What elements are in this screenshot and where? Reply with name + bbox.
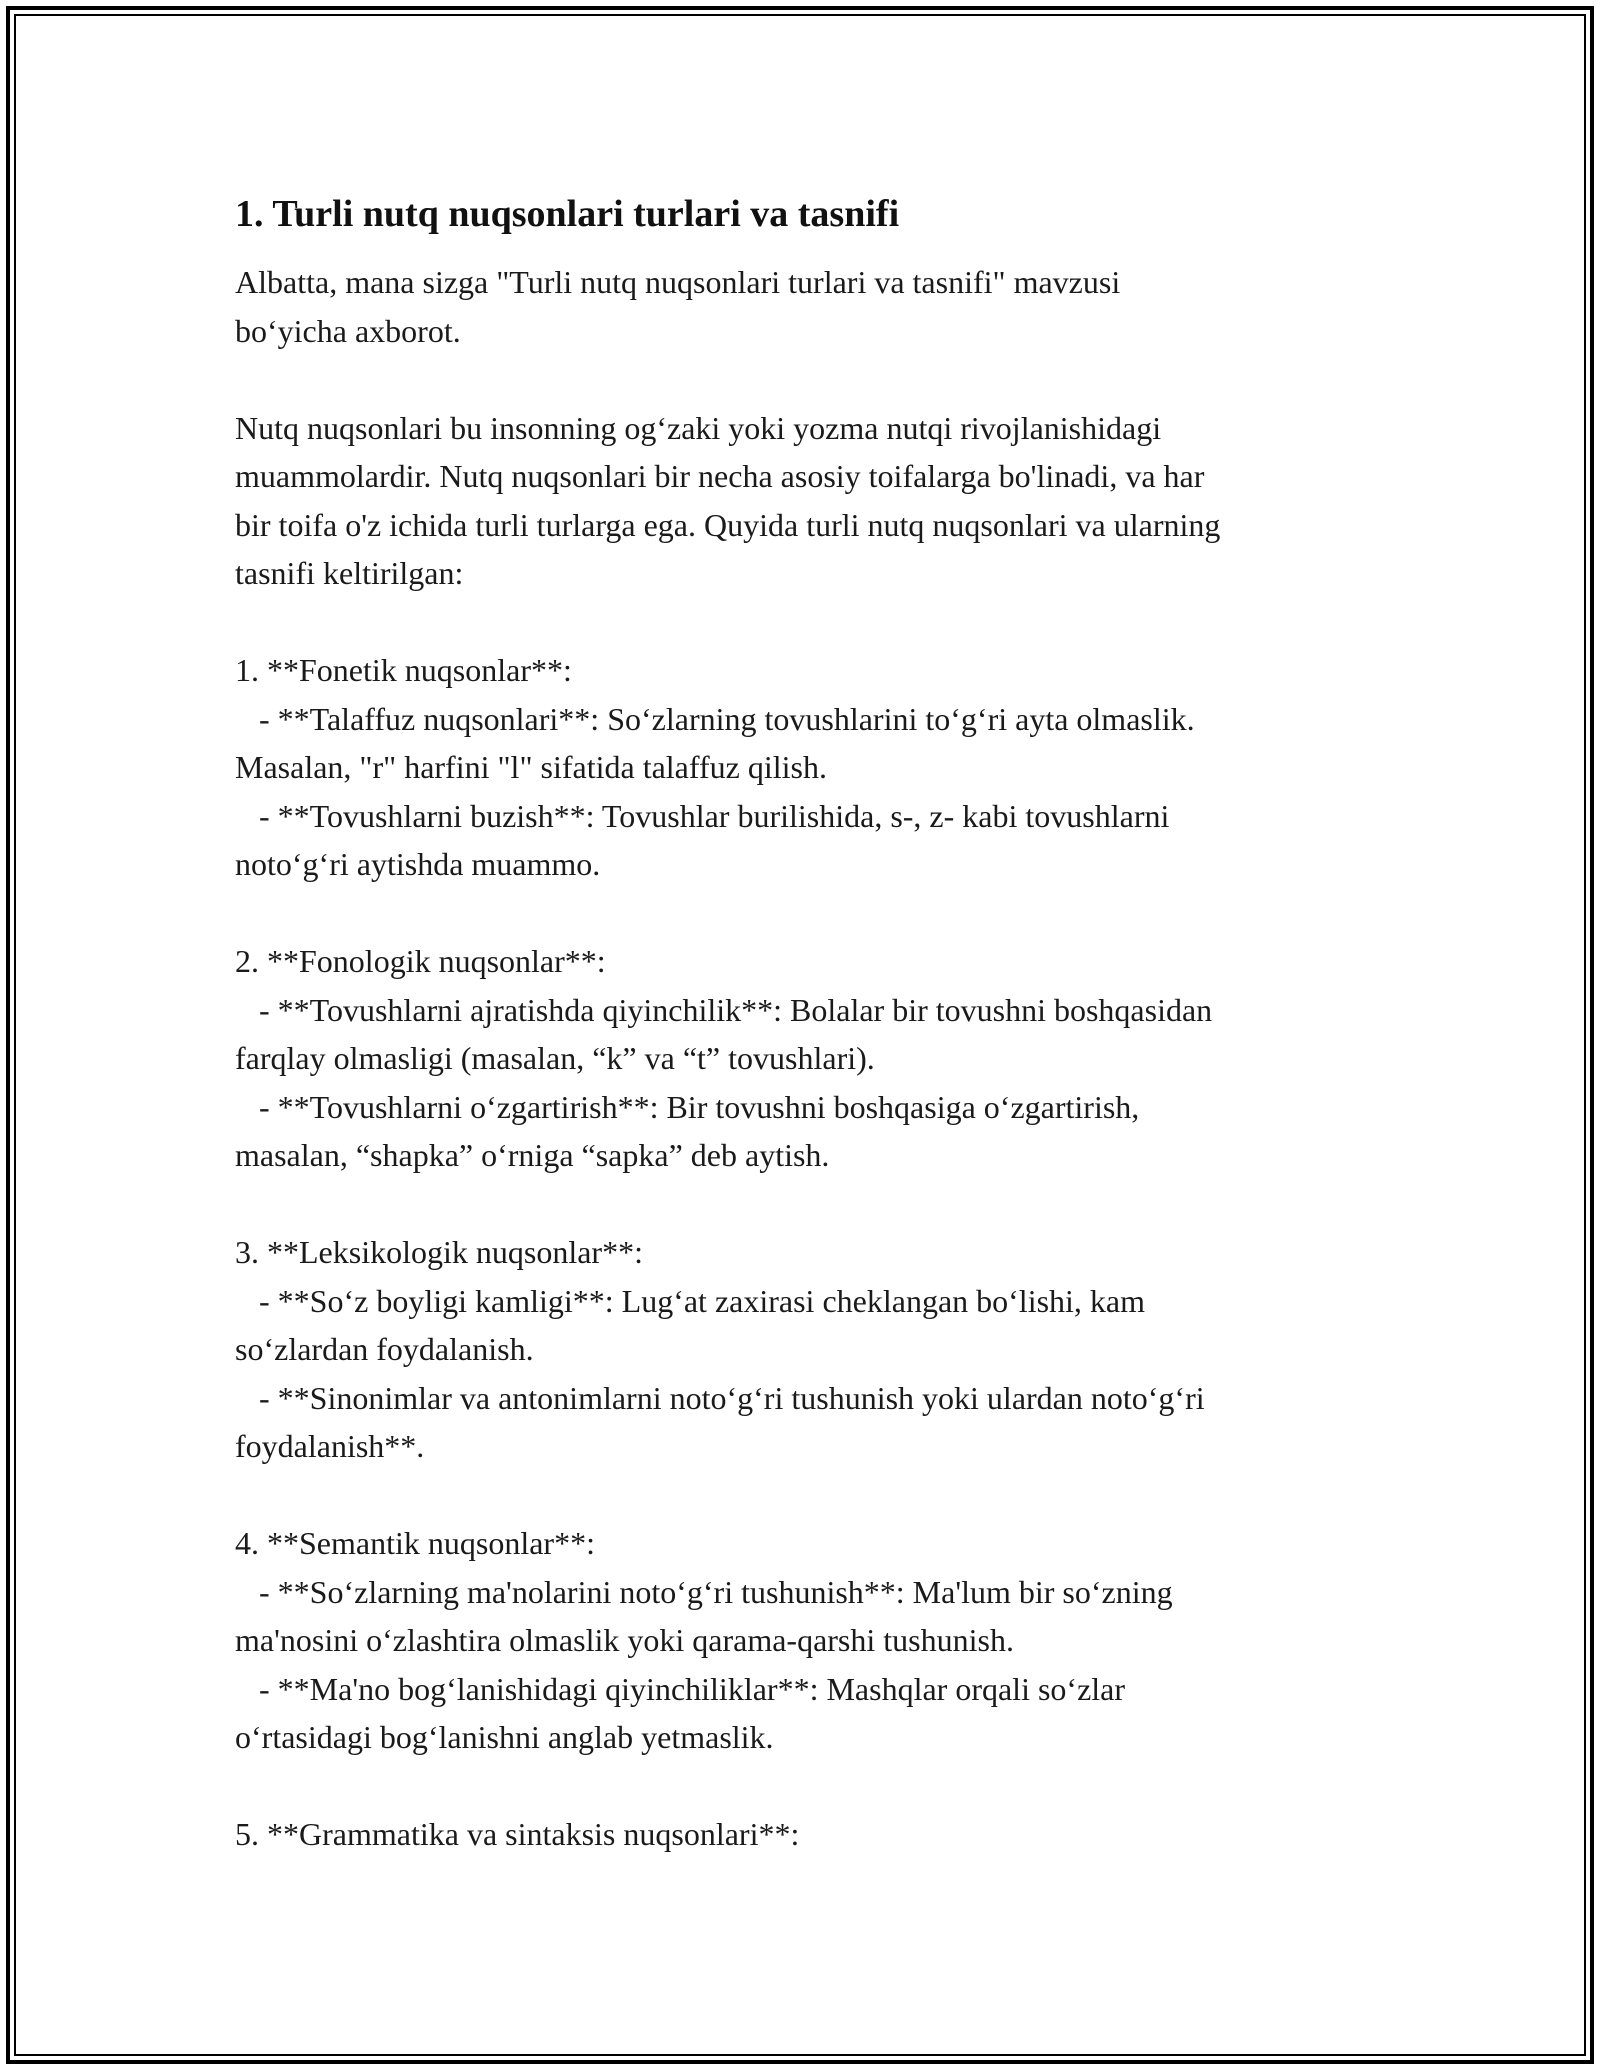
list-item: - **So‘zlarning ma'nolarini noto‘g‘ri tushunish**: Ma'lum bir so‘zning ma'nosini o‘zlashtira olmaslik yoki qarama-qarshi tushunish.	[235, 1573, 1173, 1658]
section-fonetik	[235, 646, 1385, 889]
list-item: - **Ma'no bog‘lanishidagi qiyinchiliklar**: Mashqlar orqali so‘zlar o‘rtasidagi bog‘lanishni anglab yetmaslik.	[235, 1670, 1126, 1755]
section-heading: 5. **Grammatika va sintaksis nuqsonlari**:	[235, 1816, 800, 1852]
list-item: - **Tovushlarni o‘zgartirish**: Bir tovushni boshqasiga o‘zgartirish, masalan, “shapka” o‘rniga “sapka” deb aytish.	[235, 1088, 1140, 1173]
overview-paragraph: Nutq nuqsonlari bu insonning og‘zaki yoki yozma nutqi rivojlanishidagi muammolardir. Nutq nuqsonlari bir necha asosiy toifalarga bo'linadi, va har bir toifa o'z ichida turli turlarga ega. Quyida turli nutq nuqsonlari va ularning tasnifi keltirilgan:	[235, 409, 1221, 591]
list-item: - **Tovushlarni buzish**: Tovushlar burilishida, s-, z- kabi tovushlarni noto‘g‘ri aytishda muammo.	[235, 797, 1170, 882]
list-item: - **Sinonimlar va antonimlarni noto‘g‘ri tushunish yoki ulardan noto‘g‘ri foydalanish**.	[235, 1379, 1205, 1464]
section-heading: 1. **Fonetik nuqsonlar**:	[235, 652, 572, 688]
section-heading: 4. **Semantik nuqsonlar**:	[235, 1525, 595, 1561]
section-semantik	[235, 1519, 1385, 1762]
intro-paragraph: Albatta, mana sizga "Turli nutq nuqsonlari turlari va tasnifi" mavzusi bo‘yicha axborot.	[235, 264, 1121, 349]
list-item: - **So‘z boyligi kamligi**: Lug‘at zaxirasi cheklangan bo‘lishi, kam so‘zlardan foydalanish.	[235, 1282, 1146, 1367]
section-heading: 2. **Fonologik nuqsonlar**:	[235, 943, 606, 979]
list-item: - **Tovushlarni ajratishda qiyinchilik**: Bolalar bir tovushni boshqasidan farqlay olmasligi (masalan, “k” va “t” tovushlari).	[235, 991, 1213, 1076]
section-heading: 3. **Leksikologik nuqsonlar**:	[235, 1234, 643, 1270]
page-title: 1. Turli nutq nuqsonlari turlari va tasnifi	[235, 193, 900, 235]
section-leksikologik	[235, 1228, 1385, 1471]
document-body	[235, 186, 1385, 1907]
list-item: - **Talaffuz nuqsonlari**: So‘zlarning tovushlarini to‘g‘ri ayta olmaslik. Masalan, "r" harfini "l" sifatida talaffuz qilish.	[235, 700, 1195, 785]
section-fonologik	[235, 937, 1385, 1180]
section-grammatika	[235, 1810, 1385, 1859]
